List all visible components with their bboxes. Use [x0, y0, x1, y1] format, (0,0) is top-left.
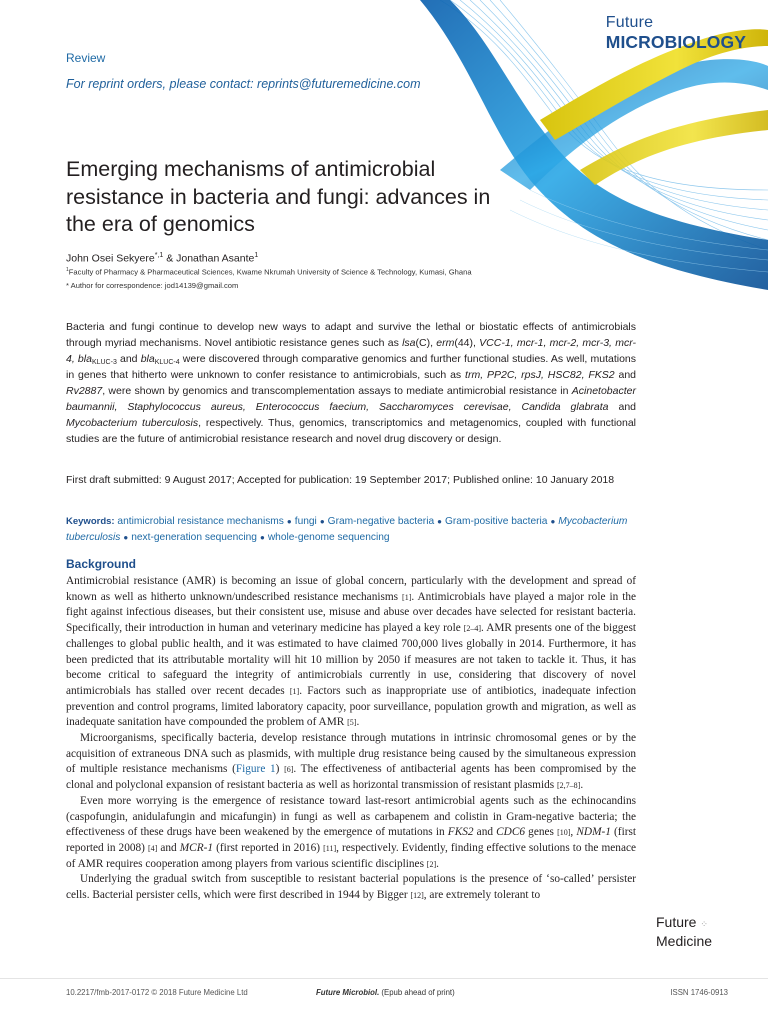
keyword-bullet: ● [437, 517, 442, 526]
author-name: John Osei Sekyere [66, 252, 155, 265]
reference-citation[interactable]: [1] [289, 686, 300, 696]
figure-link[interactable]: Figure 1 [235, 763, 276, 776]
keywords [66, 514, 636, 546]
text-run: . Factors such as inappropriate use of antibiotics, inadequate infection prevention and control programs, limited laboratory capacity, poor surveillance, population growth and migration, as well as inadequate sanitation have compounded the problem of AMR [66, 684, 636, 729]
gene-subscript: KLUC-4 [154, 358, 180, 366]
keyword-link[interactable]: antimicrobial resistance mechanisms [117, 516, 284, 527]
journal-logo [606, 14, 746, 52]
reference-citation[interactable]: [12] [410, 891, 424, 901]
keywords-label: Keywords: [66, 516, 115, 527]
text-run: . [356, 716, 360, 729]
paragraph [66, 794, 636, 873]
reference-citation[interactable]: [2–4] [463, 624, 482, 634]
organism-name: Mycobacterium tuberculosis [66, 416, 199, 429]
publication-dates: First draft submitted: 9 August 2017; Accepted for publication: 19 September 2017; Published online: 10 January 2018 [66, 474, 615, 486]
organism-name: Acinetobacter baumannii, Staphylococcus aureus, Enterococcus faecium, Saccharomyces cerevisae, Candida glabrata [66, 385, 636, 413]
affiliation-mark: 1 [66, 267, 69, 273]
reference-citation[interactable]: [2] [426, 859, 437, 869]
author-marks: *,1 [154, 252, 164, 259]
author-list [66, 252, 258, 265]
abstract-text: , were shown by genomics and transcomplementation assays to mediate antimicrobial resistance in [102, 385, 572, 398]
text-run: (first reported in 2016) [213, 841, 324, 854]
reference-citation[interactable]: [2,7–8] [556, 781, 581, 791]
publisher-logo-line1: Future [656, 914, 697, 930]
article-title-line: resistance in bacteria and fungi: advances in [66, 184, 491, 209]
footer-issn: ISSN 1746-0913 [670, 988, 728, 997]
article-title-line: Emerging mechanisms of antimicrobial [66, 157, 436, 181]
abstract-text: and [608, 400, 636, 413]
author-marks: 1 [254, 252, 259, 259]
gene-subscript: KLUC-3 [91, 358, 117, 366]
text-run: and [473, 826, 497, 839]
journal-logo-line2: MICROBIOLOGY [605, 32, 746, 52]
author-name: Jonathan Asante [176, 252, 255, 265]
abstract-text: were discovered through comparative genomics and further functional studies. As well, mutations in genes that hitherto were unknown to confer resistance to antimicrobials, such as [66, 352, 637, 382]
text-run: . Antimicrobials have played a major role in the fight against infectious diseases, but their consistent use, misuse and abuse over decades have selected for resistant bacteria. Specifically, their introduction in human and veterinary medicine has played a key role [66, 590, 636, 635]
dots-icon: ⁘ [700, 919, 707, 929]
text-run: . AMR presents one of the biggest challenges to global public health, and it was estimated to have claimed 700,000 lives globally in 2014. Furthermore, it has been predicted that its attributable mortality will hit 10 million by 2050 if measures are not taken to tackle it. Thus, it has become critical to safeguard the integrity of antimicrobials currently in use, considering that discovery of novel antimicrobials has stalled over recent decades [66, 622, 636, 697]
journal-logo-line1: Future [605, 14, 654, 31]
keyword-link[interactable]: whole-genome sequencing [267, 531, 390, 543]
text-run: Microorganisms, specifically bacteria, develop resistance through mutations in intrinsic chromosomal genes or by the acquisition of extraneous DNA such as plasmids, with multiple drug resistance being caused by the simultaneous expression of multiple resistance mechanisms ( [66, 732, 636, 776]
gene-name: CDC6 [496, 826, 526, 839]
reprint-notice: For reprint orders, please contact: reprints@futuremedicine.com [66, 77, 421, 91]
author-separator: & [163, 252, 177, 265]
text-run: and [157, 841, 180, 854]
gene-name: NDM-1 [576, 826, 611, 839]
gene-name: VCC-1, mcr-1, mcr-2, mcr-3, mcr-4, bla [66, 336, 636, 365]
abstract-text: , respectively. Thus, genomics, transcriptomics and metagenomics, coupled with functional studies are the future of antimicrobial resistance research and novel drug discovery or design. [66, 416, 637, 445]
section-heading-background: Background [66, 557, 137, 571]
keyword-bullet: ● [123, 532, 129, 542]
keyword-bullet: ● [319, 517, 325, 526]
gene-name: erm [436, 336, 455, 349]
footer-doi: 10.2217/fmb-2017-0172 © 2018 Future Medicine Ltd [66, 988, 248, 997]
keyword-link[interactable]: Gram-positive bacteria [444, 516, 548, 527]
reference-citation[interactable]: [10] [557, 828, 571, 838]
footer-status: (Epub ahead of print) [379, 988, 455, 997]
text-run: Antimicrobial resistance (AMR) is becoming an issue of global concern, particularly with the development and spread of known as well as hitherto unknown/undescribed resistance mechanisms [66, 575, 636, 603]
affiliation-text: Faculty of Pharmacy & Pharmaceutical Sciences, Kwame Nkrumah University of Science & Technology, Kumasi, Ghana [68, 267, 472, 277]
text-run: (first reported in 2008) [66, 826, 636, 854]
gene-name: trm, PP2C, rpsJ, HSC82, FKS2 [465, 369, 615, 382]
text-run: , respectively. Evidently, finding effective solutions to the menace of AMR requires cooperation among players from various scientific disciplines [66, 841, 636, 870]
paragraph [66, 872, 636, 903]
gene-name: FKS2 [447, 826, 474, 839]
paragraph [66, 574, 636, 731]
publisher-logo [656, 914, 712, 950]
text-run: . The effectiveness of antibacterial agents has been compromised by the clonal and polyclonal expansion of resistant bacteria as well as horizontal transmission of resistant plasmids [66, 763, 636, 792]
abstract-text: (44), [454, 336, 480, 349]
abstract-text: and [614, 369, 637, 382]
text-run: . [436, 857, 439, 870]
keyword-link[interactable]: Mycobacterium tuberculosis [66, 516, 628, 543]
reference-citation[interactable]: [11] [323, 843, 337, 853]
text-run: . [580, 779, 584, 792]
article-title [66, 156, 586, 239]
reference-citation[interactable]: [4] [147, 843, 158, 853]
text-run: genes [525, 826, 558, 839]
footer-journal [316, 988, 455, 997]
publisher-logo-line2: Medicine [656, 933, 713, 949]
footer-journal-name: Future Microbiol. [316, 988, 380, 997]
keyword-link[interactable]: next-generation sequencing [131, 531, 257, 543]
body-text [66, 574, 636, 904]
article-type-label: Review [66, 51, 106, 65]
paragraph [66, 731, 636, 794]
text-run: , are extremely tolerant to [423, 889, 541, 902]
reference-citation[interactable]: [1] [402, 592, 412, 602]
abstract-text: Bacteria and fungi continue to develop new ways to adapt and survive the lethal or biostatic effects of antimicrobials through myriad mechanisms. Novel antibiotic resistance genes such as [66, 321, 636, 349]
gene-name: bla [140, 352, 155, 365]
text-run: Underlying the gradual switch from susceptible to resistant bacterial populations is the presence of ‘so-called’ persister cells. Bacterial persister cells, which were first described in 1944 by Bigger [66, 873, 636, 902]
reference-citation[interactable]: [6] [284, 765, 294, 775]
reference-citation[interactable]: [5] [347, 718, 357, 728]
text-run: , [570, 826, 577, 839]
article-title-line: the era of genomics [66, 212, 255, 236]
gene-name: lsa [402, 336, 416, 349]
author-affiliation [66, 267, 472, 277]
footer-divider [0, 978, 768, 979]
correspondence-note: * Author for correspondence: jod14139@gmail.com [66, 281, 239, 290]
keyword-bullet: ● [550, 517, 556, 526]
abstract-text: (C), [415, 336, 437, 349]
keyword-link[interactable]: Gram-negative bacteria [327, 516, 435, 527]
text-run: Even more worrying is the emergence of resistance toward last-resort antimicrobial agents such as the echinocandins (caspofungin, anidulafungin and micafungin) in fungi as well as carbapenem and colistin in Gram-negative bacteria; the effectiveness of these drugs have been weakened by the emergence of mutations in [66, 794, 636, 839]
keyword-bullet: ● [259, 532, 265, 542]
text-run: ) [275, 763, 285, 776]
gene-name: MCR-1 [179, 841, 214, 854]
gene-name: Rv2887 [66, 385, 103, 398]
abstract [66, 320, 636, 447]
keyword-link[interactable]: fungi [294, 516, 317, 527]
keyword-bullet: ● [286, 517, 292, 526]
abstract-text: and [116, 352, 141, 365]
